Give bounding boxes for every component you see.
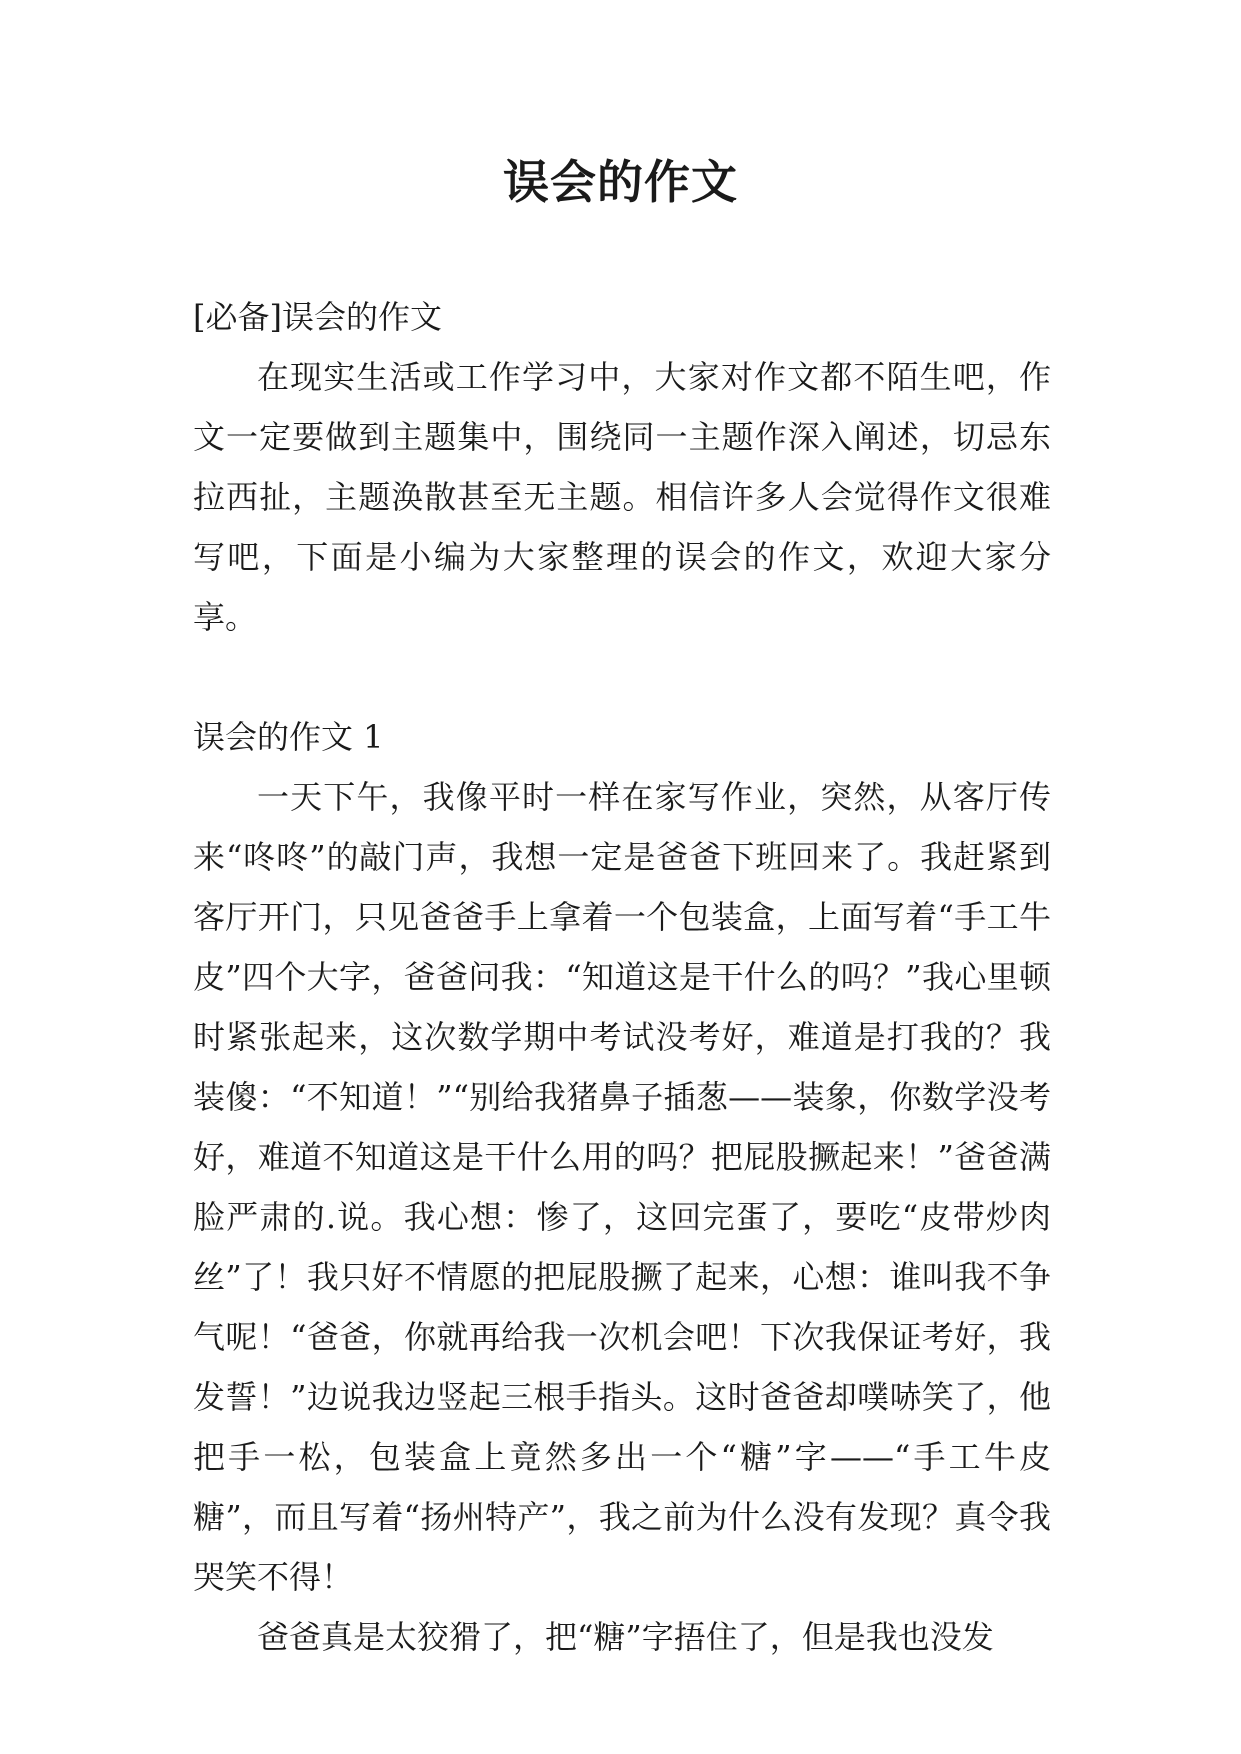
intro-paragraph: 在现实生活或工作学习中，大家对作文都不陌生吧，作文一定要做到主题集中，围绕同一主题作深入阐述，切忌东拉西扯，主题涣散甚至无主题。相信许多人会觉得作文很难写吧，下面是小编为大家整理的误会的作文，欢迎大家分享。 <box>193 358 1051 636</box>
tag-line: [必备]误会的作文 <box>193 298 442 336</box>
body-paragraph-2: 爸爸真是太狡猾了，把“糖”字捂住了，但是我也没发 <box>257 1618 994 1656</box>
section-heading: 误会的作文 1 <box>193 718 384 756</box>
section-spacer <box>193 647 1051 707</box>
document-body <box>193 287 1051 1667</box>
document-title: 误会的作文 <box>503 155 738 209</box>
body-paragraph-1: 一天下午，我像平时一样在家写作业，突然，从客厅传来“咚咚”的敲门声，我想一定是爸爸下班回来了。我赶紧到客厅开门，只见爸爸手上拿着一个包装盒，上面写着“手工牛皮”四个大字，爸爸问我：“知道这是干什么的吗？”我心里顿时紧张起来，这次数学期中考试没考好，难道是打我的？我装傻：“不知道！”“别给我猪鼻子插葱——装象，你数学没考好，难道不知道这是干什么用的吗？把屁股撅起来！”爸爸满脸严肃的.说。我心想：惨了，这回完蛋了，要吃“皮带炒肉丝”了！我只好不情愿的把屁股撅了起来，心想：谁叫我不争气呢！“爸爸，你就再给我一次机会吧！下次我保证考好，我发誓！”边说我边竖起三根手指头。这时爸爸却噗哧笑了，他把手一松，包装盒上竟然多出一个“糖”字——“手工牛皮糖”，而且写着“扬州特产”，我之前为什么没有发现？真令我哭笑不得！ <box>193 778 1051 1596</box>
